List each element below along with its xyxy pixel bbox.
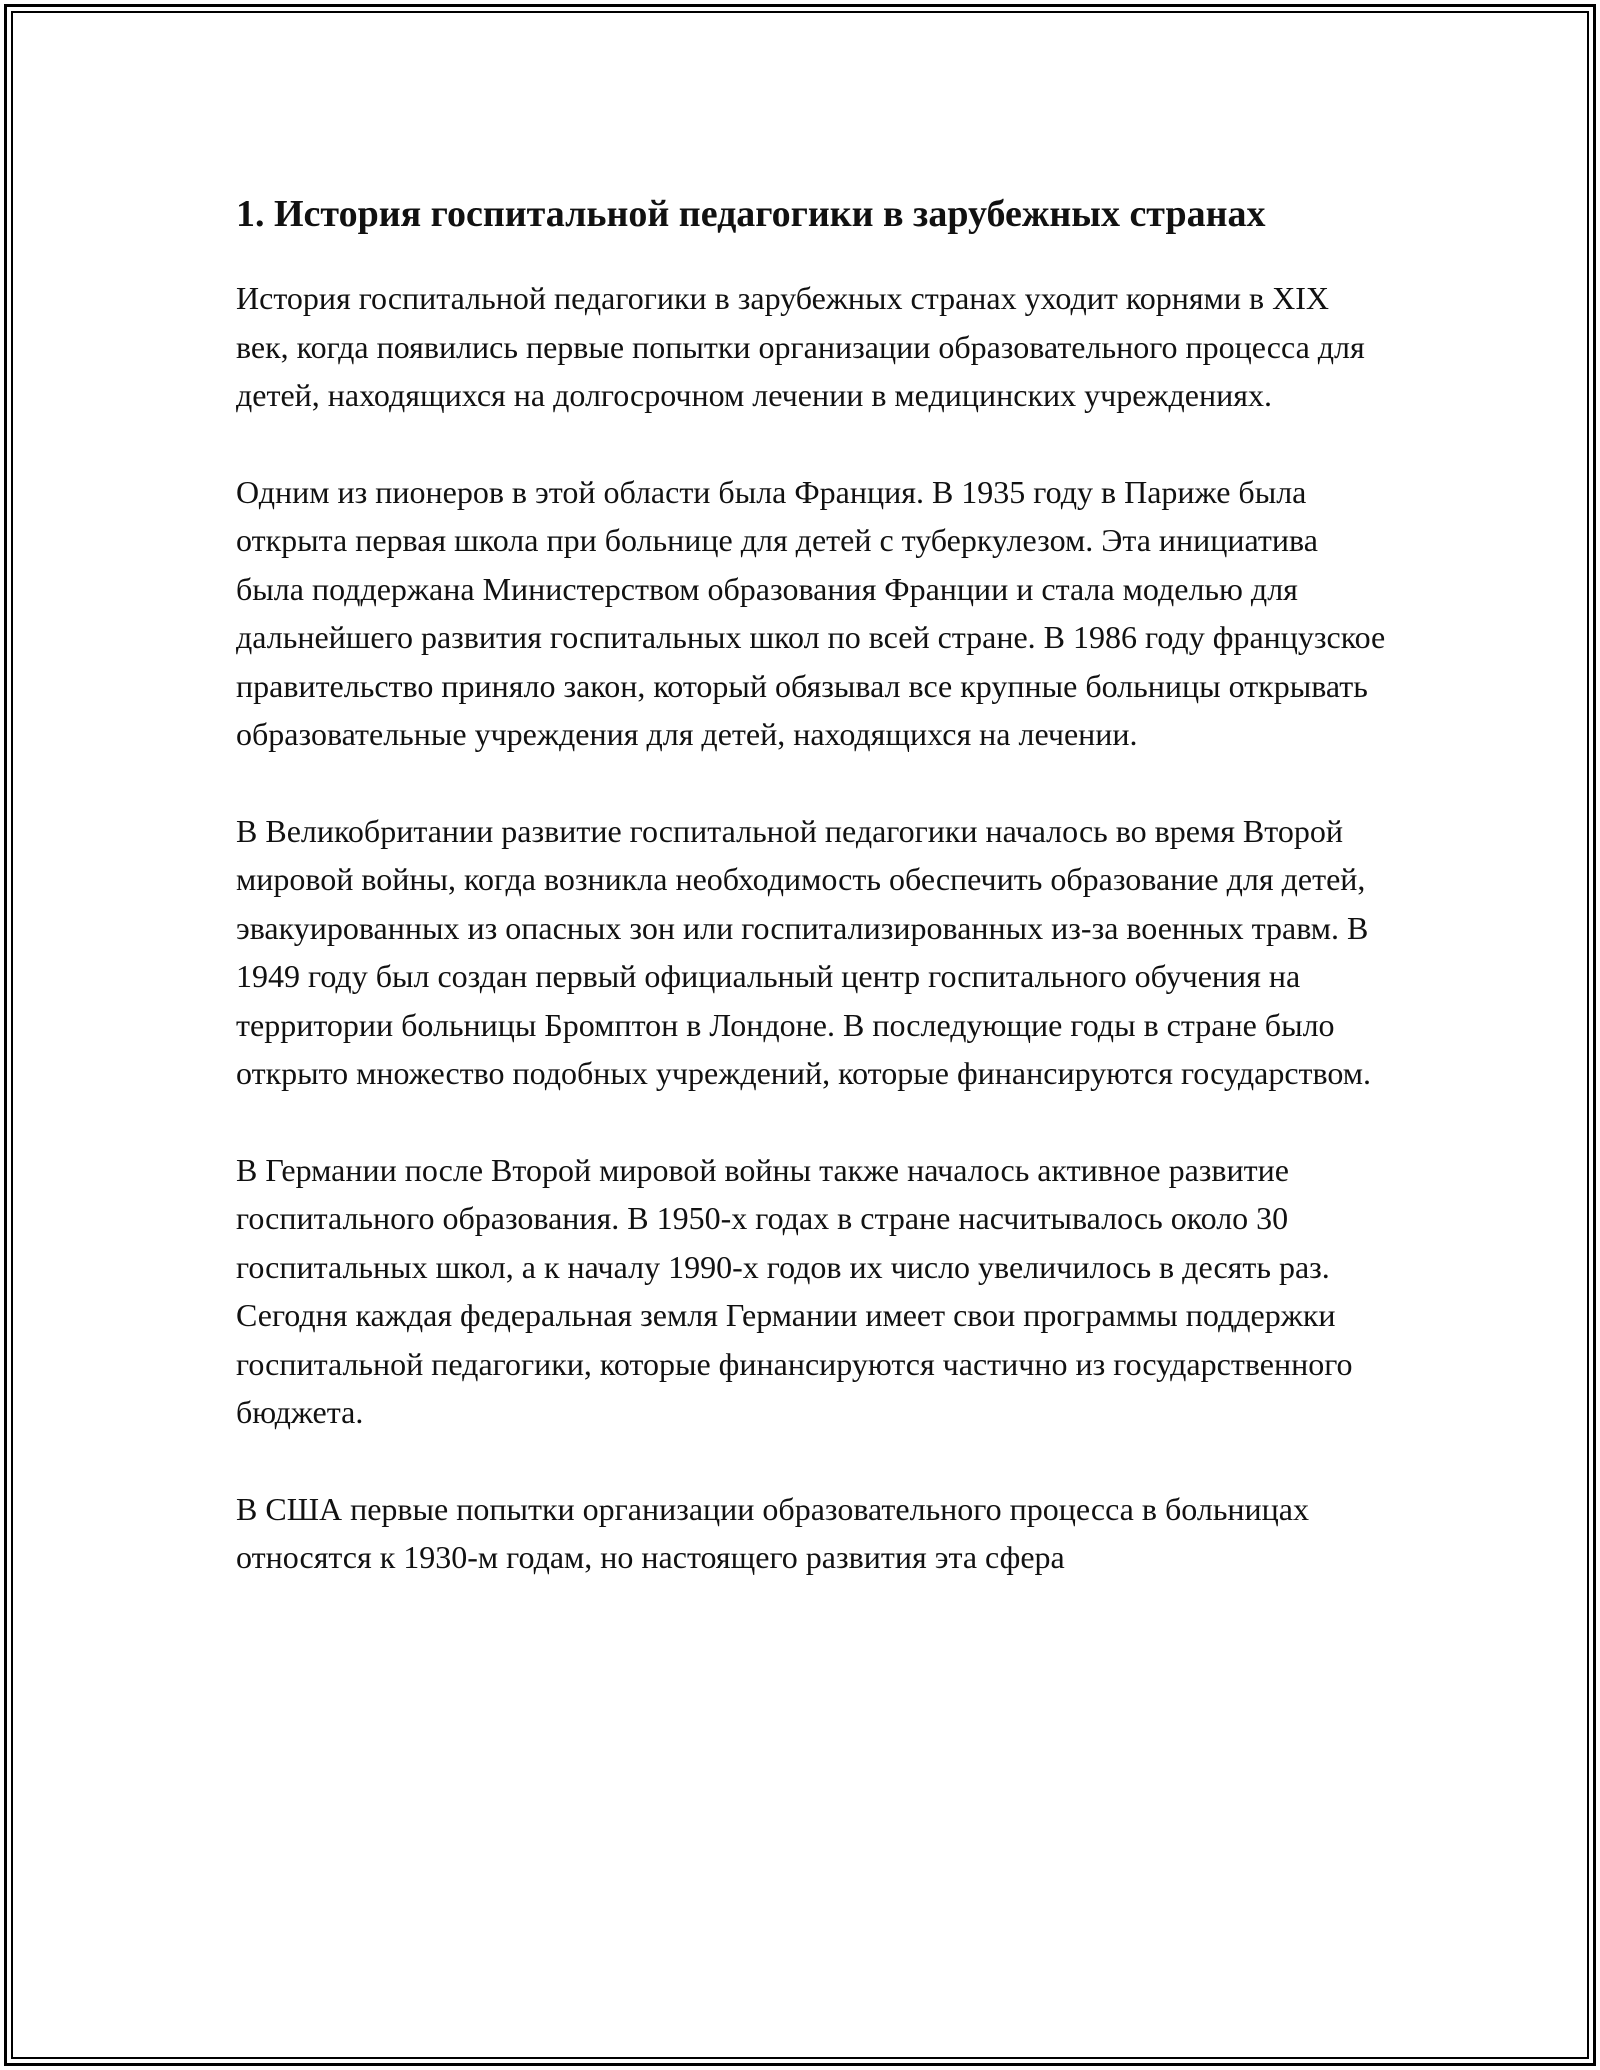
document-body xyxy=(236,186,1386,1630)
paragraph-intro: История госпитальной педагогики в зарубежных странах уходит корнями в XIX век, когда появились первые попытки организации образовательного процесса для детей, находящихся на долгосрочном лечении в медицинских учреждениях. xyxy=(236,280,1365,413)
section-heading: 1. История госпитальной педагогики в зарубежных странах xyxy=(236,193,1266,235)
paragraph-france: Одним из пионеров в этой области была Франция. В 1935 году в Париже была открыта первая школа при больнице для детей с туберкулезом. Эта инициатива была поддержана Министерством образования Франции и стала моделью для дальнейшего развития госпитальных школ по всей стране. В 1986 году французское правительство приняло закон, который обязывал все крупные больницы открывать образовательные учреждения для детей, находящихся на лечении. xyxy=(236,473,1386,752)
paragraph-usa: В США первые попытки организации образовательного процесса в больницах относятся к 1930-м годам, но настоящего развития эта сфера xyxy=(236,1490,1309,1575)
paragraph-great-britain: В Великобритании развитие госпитальной педагогики началось во время Второй мировой войны, когда возникла необходимость обеспечить образование для детей, эвакуированных из опасных зон или госпитализированных из-за военных травм. В 1949 году был создан первый официальный центр госпитального обучения на территории больницы Бромптон в Лондоне. В последующие годы в стране было открыто множество подобных учреждений, которые финансируются государством. xyxy=(236,812,1372,1091)
paragraph-germany: В Германии после Второй мировой войны также началось активное развитие госпитального образования. В 1950-х годах в стране насчитывалось около 30 госпитальных школ, а к началу 1990-х годов их число увеличилось в десять раз. Сегодня каждая федеральная земля Германии имеет свои программы поддержки госпитальной педагогики, которые финансируются частично из государственного бюджета. xyxy=(236,1151,1353,1430)
